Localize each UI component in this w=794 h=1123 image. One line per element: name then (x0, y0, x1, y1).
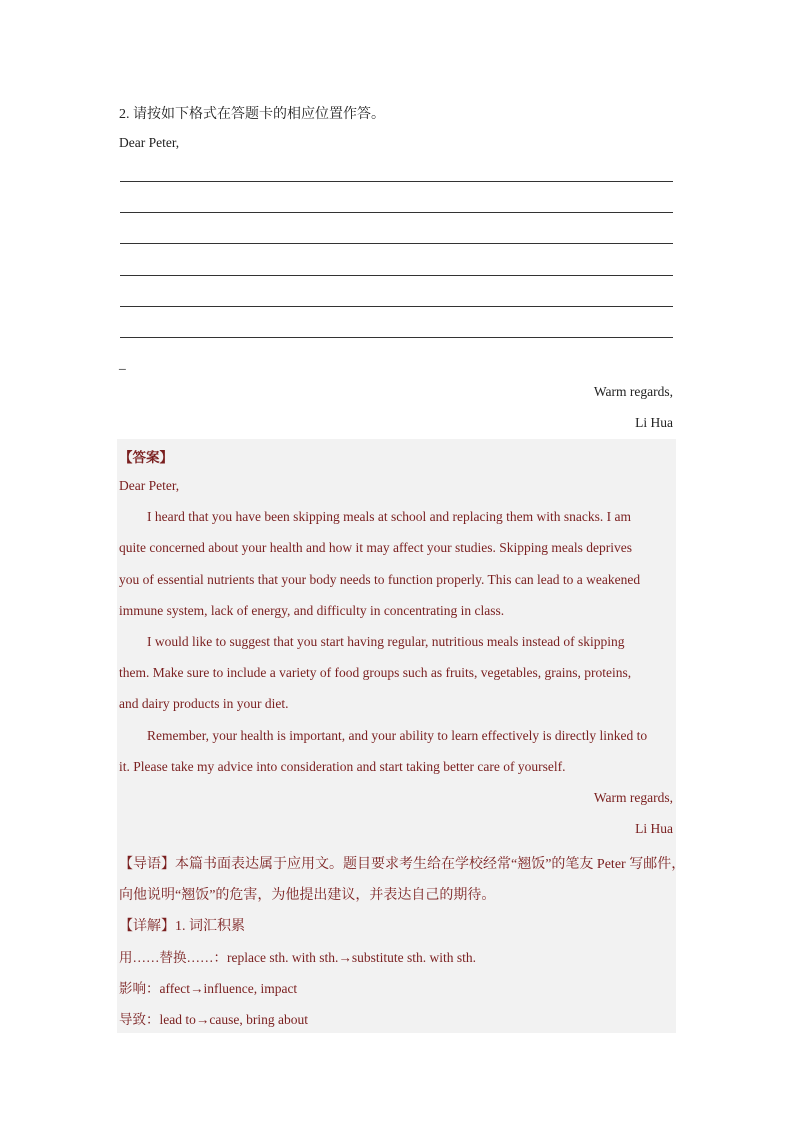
answer-line: it. Please take my advice into consideration and start taking better care of yourself. (119, 759, 566, 774)
details-item: 导致：lead to→cause, bring about (119, 1012, 308, 1027)
writing-line (120, 212, 673, 213)
answer-signature: Li Hua (635, 821, 673, 836)
answer-line: you of essential nutrients that your body needs to function properly. This can lead to a weakened (119, 572, 641, 587)
answer-line: I would like to suggest that you start having regular, nutritious meals instead of skipping (147, 634, 625, 649)
answer-closing: Warm regards, (593, 790, 673, 805)
guide-line: 【导语】本篇书面表达属于应用文。题目要求考生给在学校经常“翘饭”的笔友 Peter 写邮件， (119, 857, 686, 872)
answer-line: immune system, lack of energy, and difficulty in concentrating in class. (119, 603, 505, 618)
question-salutation: Dear Peter, (119, 135, 180, 150)
question-dash: _ (119, 356, 126, 371)
question-signature: Li Hua (635, 415, 673, 430)
answer-salutation: Dear Peter, (119, 478, 180, 493)
answer-line: and dairy products in your diet. (119, 696, 289, 711)
guide-line: 向他说明“翘饭”的危害，为他提出建议，并表达自己的期待。 (119, 888, 496, 903)
writing-line (120, 181, 673, 182)
details-item: 用……替换……：replace sth. with sth.→substitute sth. with sth. (119, 950, 476, 965)
details-item: 影响：affect→influence, impact (119, 981, 298, 996)
answer-line: them. Make sure to include a variety of food groups such as fruits, vegetables, grains, proteins, (119, 665, 632, 680)
details-header: 【详解】1. 词汇积累 (119, 919, 245, 934)
answer-line: Remember, your health is important, and your ability to learn effectively is directly linked to (147, 728, 648, 743)
writing-line (120, 337, 673, 338)
answer-header: 【答案】 (119, 450, 173, 465)
answer-line: quite concerned about your health and how it may affect your studies. Skipping meals deprives (119, 540, 632, 555)
writing-line (120, 243, 673, 244)
answer-line: I heard that you have been skipping meals at school and replacing them with snacks. I am (147, 509, 631, 524)
writing-line (120, 306, 673, 307)
question-instruction: 2. 请按如下格式在答题卡的相应位置作答。 (119, 107, 385, 122)
writing-line (120, 275, 673, 276)
question-closing: Warm regards, (593, 384, 673, 399)
